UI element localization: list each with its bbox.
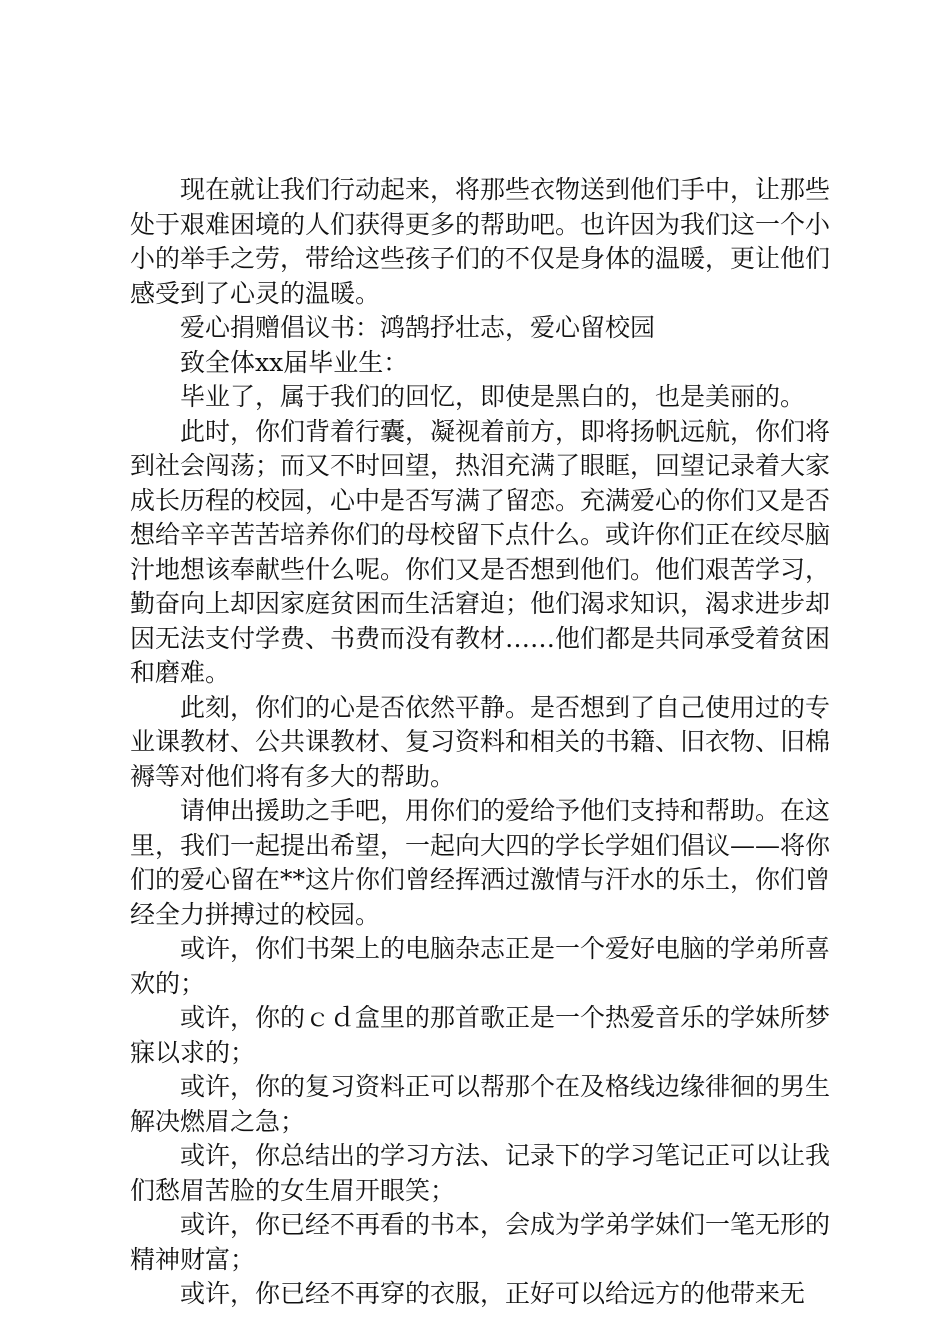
paragraph-at-this-time: 此刻，你们的心是否依然平静。是否想到了自己使用过的专业课教材、公共课教材、复习资料和相关的书籍、旧衣物、旧棉褥等对他们将有多大的帮助。 xyxy=(130,692,831,791)
paragraph-perhaps-review-materials: 或许，你的复习资料正可以帮那个在及格线边缘徘徊的男生解决燃眉之急； xyxy=(130,1072,831,1136)
paragraph-graduation: 毕业了，属于我们的回忆，即使是黑白的，也是美丽的。 xyxy=(180,382,806,411)
paragraph-perhaps-study-notes: 或许，你总结出的学习方法、记录下的学习笔记正可以让我们愁眉苦脸的女生眉开眼笑； xyxy=(130,1141,831,1205)
paragraph-this-moment: 此时，你们背着行囊，凝视着前方，即将扬帆远航，你们将到社会闯荡；而又不时回望，热泪充满了眼眶，回望记录着大家成长历程的校园，心中是否写满了留恋。充满爱心的你们又是否想给辛辛苦苦培养你们的母校留下点什么。或许你们正在绞尽脑汁地想该奉献些什么呢。你们又是否想到他们。他们艰苦学习，勤奋向上却因家庭贫困而生活窘迫；他们渴求知识，渴求进步却因无法支付学费、书费而没有教材……他们都是共同承受着贫困和磨难。 xyxy=(130,416,831,687)
paragraph-proposal-title: 爱心捐赠倡议书：鸿鹄抒壮志，爱心留校园 xyxy=(180,313,656,342)
paragraph-helping-hand: 请伸出援助之手吧，用你们的爱给予他们支持和帮助。在这里，我们一起提出希望，一起向大四的学长学姐们倡议——将你们的爱心留在**这片你们曾经挥洒过激情与汗水的乐土，你们曾经全力拼搏过的校园。 xyxy=(130,796,831,929)
document-body xyxy=(130,173,830,1312)
paragraph-call-to-action: 现在就让我们行动起来，将那些衣物送到他们手中，让那些处于艰难困境的人们获得更多的帮助吧。也许因为我们这一个小小的举手之劳，带给这些孩子们的不仅是身体的温暖，更让他们感受到了心灵的温暖。 xyxy=(130,175,831,308)
paragraph-perhaps-books: 或许，你已经不再看的书本，会成为学弟学妹们一笔无形的精神财富； xyxy=(130,1210,831,1274)
paragraph-salutation: 致全体xx届毕业生： xyxy=(180,347,409,377)
paragraph-perhaps-cd: 或许，你的ｃｄ盒里的那首歌正是一个热爱音乐的学妹所梦寐以求的； xyxy=(130,1003,831,1067)
paragraph-perhaps-clothes: 或许，你已经不再穿的衣服，正好可以给远方的他带来无 xyxy=(180,1279,806,1308)
paragraph-perhaps-magazines: 或许，你们书架上的电脑杂志正是一个爱好电脑的学弟所喜欢的； xyxy=(130,934,831,998)
